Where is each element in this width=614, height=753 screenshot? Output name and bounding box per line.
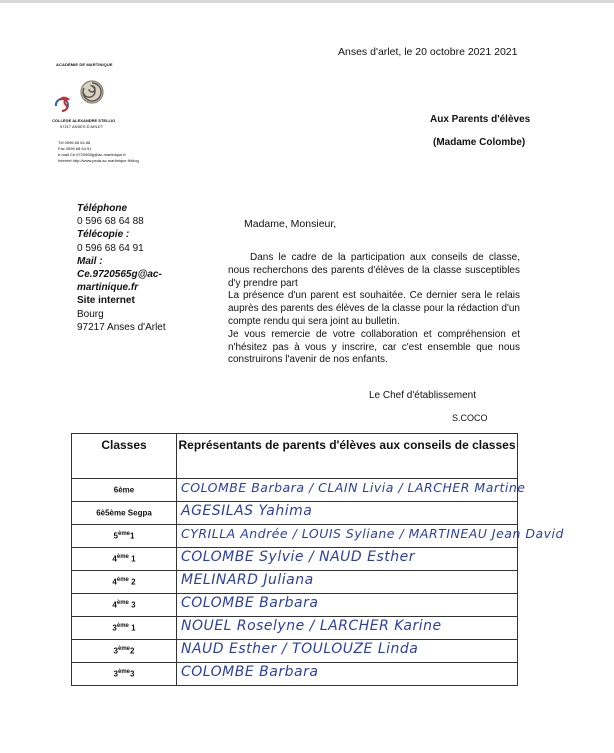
signatory-title: Le Chef d'établissement bbox=[369, 390, 476, 401]
class-superscript: ème bbox=[116, 623, 129, 630]
school-logo-icon bbox=[48, 62, 128, 122]
contact-sidebar bbox=[77, 202, 217, 334]
class-cell bbox=[72, 571, 177, 594]
contact-mini-block bbox=[58, 140, 139, 164]
class-cell bbox=[72, 640, 177, 663]
handwritten-names: NOUEL Roselyne / LARCHER Karine bbox=[181, 618, 442, 634]
school-name: COLLÈGE ALEXANDRE STELLIO bbox=[52, 118, 116, 123]
table-row bbox=[72, 617, 518, 640]
signatory-name: S.COCO bbox=[452, 413, 488, 423]
class-superscript: ème bbox=[116, 554, 129, 561]
class-number: 1 bbox=[128, 623, 136, 633]
address-line-2: 97217 Anses d'Arlet bbox=[77, 321, 166, 333]
class-cell bbox=[72, 479, 177, 502]
class-superscript: ème bbox=[117, 669, 130, 676]
representatives-cell bbox=[177, 525, 564, 548]
mail-value-1: Ce.9720565g@ac- bbox=[77, 269, 162, 281]
class-name: 4 bbox=[112, 577, 117, 587]
handwritten-names: MELINARD Juliana bbox=[181, 572, 314, 588]
salutation: Madame, Monsieur, bbox=[244, 218, 337, 230]
table-row bbox=[72, 571, 518, 594]
class-number: 1 bbox=[130, 531, 135, 541]
table-row bbox=[72, 479, 518, 502]
table-header-row bbox=[72, 434, 518, 479]
handwritten-names: COLOMBE Barbara bbox=[181, 595, 319, 611]
class-superscript: ème bbox=[117, 531, 130, 538]
representatives-cell bbox=[177, 502, 518, 525]
class-name: 3 bbox=[112, 623, 117, 633]
mail-value-2: martinique.fr bbox=[77, 282, 139, 294]
representatives-cell bbox=[177, 617, 518, 640]
contact-line: Internet http://www.peda.ac-martinique.fr/blog bbox=[58, 158, 139, 163]
class-name: 3 bbox=[113, 646, 118, 656]
class-name: 4 bbox=[112, 600, 117, 610]
table-row bbox=[72, 502, 518, 525]
header-representatives: Représentants de parents d'élèves aux conseils de classes bbox=[177, 434, 518, 479]
class-number: 3 bbox=[130, 669, 135, 679]
recipient-line-2: (Madame Colombe) bbox=[433, 137, 526, 148]
class-cell bbox=[72, 617, 177, 640]
handwritten-names: AGESILAS Yahima bbox=[181, 503, 313, 519]
class-superscript: ème bbox=[116, 600, 129, 607]
school-address: 97217 ANSES D'ARLET bbox=[60, 124, 104, 129]
handwritten-names: COLOMBE Barbara / CLAIN Livia / LARCHER Martine bbox=[181, 480, 526, 495]
representatives-cell bbox=[177, 640, 518, 663]
representatives-cell bbox=[177, 548, 518, 571]
class-name: 6è5ème Segpa bbox=[96, 508, 152, 518]
table-row bbox=[72, 525, 518, 548]
class-cell bbox=[72, 594, 177, 617]
address-line-1: Bourg bbox=[77, 308, 104, 320]
header-classes: Classes bbox=[72, 434, 177, 479]
class-number: 2 bbox=[128, 577, 136, 587]
table-row bbox=[72, 663, 518, 686]
paragraph: Dans le cadre de la participation aux conseils de classe, nous recherchons des parents d'élèves de la classe susceptibles d'y prendre part bbox=[228, 252, 520, 289]
class-number: 1 bbox=[128, 554, 136, 564]
class-superscript: ème bbox=[117, 646, 130, 653]
class-cell bbox=[72, 548, 177, 571]
handwritten-names: CYRILLA Andrée / LOUIS Syliane / MARTINEAU Jean David bbox=[181, 526, 564, 541]
handwritten-names: COLOMBE Barbara bbox=[181, 664, 319, 680]
fax-label: Télécopie : bbox=[77, 229, 130, 241]
table-body bbox=[72, 479, 564, 686]
class-cell bbox=[72, 502, 177, 525]
handwritten-names: COLOMBE Sylvie / NAUD Esther bbox=[181, 549, 416, 565]
table-row bbox=[72, 594, 518, 617]
representatives-table bbox=[71, 433, 564, 686]
phone-label: Téléphone bbox=[77, 203, 128, 214]
recipient-line-1: Aux Parents d'élèves bbox=[430, 114, 531, 125]
class-name: 5 bbox=[113, 531, 118, 541]
class-name: 3 bbox=[113, 669, 118, 679]
top-rule bbox=[0, 0, 614, 3]
contact-line: e-mail Ce.9720565g@ac-martinique.fr bbox=[58, 152, 126, 157]
class-number: 3 bbox=[128, 600, 136, 610]
class-superscript: ème bbox=[116, 577, 129, 584]
table-row bbox=[72, 640, 518, 663]
mail-label: Mail : bbox=[77, 255, 103, 267]
site-label: Site internet bbox=[77, 295, 135, 307]
contact-line: Tél 0596 68 64 88 bbox=[58, 140, 91, 145]
representatives-cell bbox=[177, 479, 526, 502]
class-name: 4 bbox=[112, 554, 117, 564]
class-name: 6ème bbox=[113, 485, 135, 495]
table-row bbox=[72, 548, 518, 571]
representatives-cell bbox=[177, 594, 518, 617]
class-cell bbox=[72, 525, 177, 548]
representatives-cell bbox=[177, 663, 518, 686]
fax-value: 0 596 68 64 91 bbox=[77, 242, 144, 254]
paragraph: La présence d'un parent est souhaitée. Ce dernier sera le relais auprès des parents des élèves de la classe pour la rédaction d'un compte rendu qui sera joint au bulletin. bbox=[228, 290, 520, 327]
date-line: Anses d'arlet, le 20 octobre 2021 2021 bbox=[338, 46, 518, 58]
handwritten-names: NAUD Esther / TOULOUZE Linda bbox=[181, 641, 419, 657]
contact-line: Fax 0596 68 64 91 bbox=[58, 146, 92, 151]
phone-value: 0 596 68 64 88 bbox=[77, 216, 144, 228]
letter-body bbox=[228, 252, 520, 367]
class-number: 2 bbox=[130, 646, 135, 656]
paragraph: Je vous remercie de votre collaboration et compréhension et n'hésitez pas à vous y inscrire, car c'est ensemble que nous construirons l'avenir de nos enfants. bbox=[228, 328, 520, 366]
logo-caption: ACADÉMIE DE MARTINIQUE bbox=[56, 62, 113, 67]
class-cell bbox=[72, 663, 177, 686]
representatives-cell bbox=[177, 571, 518, 594]
